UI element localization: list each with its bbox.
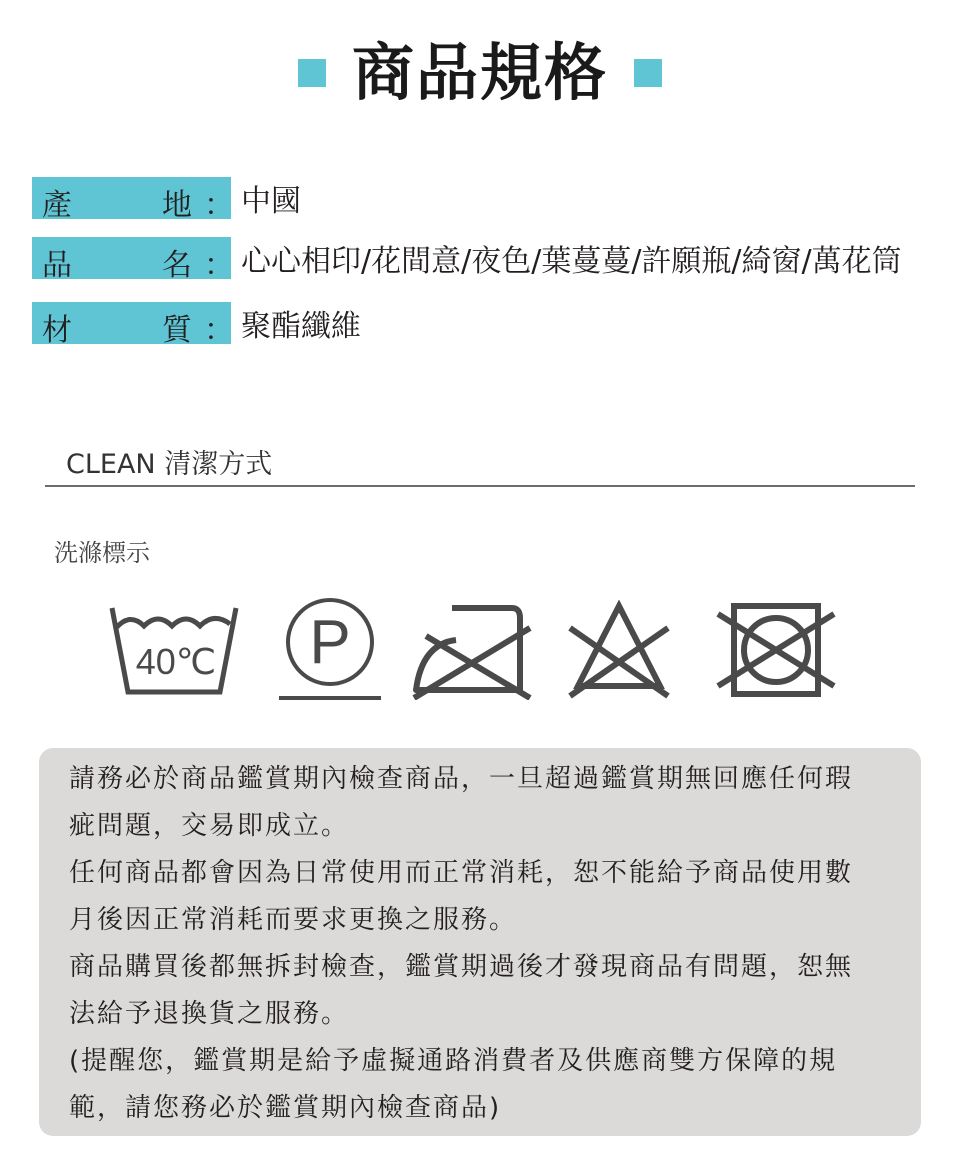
- spec-label-name: [32, 237, 234, 283]
- spec-label-origin: [32, 177, 234, 223]
- spec-value-name: 心心相印/花間意/夜色/葉蔓蔓/許願瓶/綺窗/萬花筒: [241, 244, 902, 279]
- section-divider: [45, 485, 915, 487]
- notice-line: 法給予退換貨之服務。: [69, 999, 350, 1029]
- spec-label-colon: ：: [204, 313, 234, 348]
- no-bleach-icon: [566, 600, 672, 700]
- spec-label-char-2: 地: [162, 188, 192, 223]
- no-iron-icon: [410, 602, 535, 700]
- notice-box: [39, 748, 921, 1136]
- spec-label-char-1: 產: [42, 188, 72, 223]
- page-header: [0, 28, 960, 118]
- title-right-square: [634, 59, 662, 87]
- spec-value-origin: 中國: [241, 184, 301, 219]
- spec-label-material: [32, 302, 234, 348]
- spec-label-char-2: 名: [162, 248, 192, 283]
- wash-temp-text: 40℃: [135, 641, 217, 682]
- spec-value-material: 聚酯纖維: [241, 309, 361, 344]
- spec-label-colon: ：: [204, 248, 234, 283]
- dry-clean-p-icon: [275, 597, 385, 703]
- spec-label-char-2: 質: [162, 313, 192, 348]
- no-tumble-dry-icon: [714, 600, 838, 700]
- spec-row-origin: [32, 177, 301, 223]
- notice-line: 範，請您務必於鑑賞期內檢查商品): [69, 1093, 502, 1123]
- notice-line: 疵問題，交易即成立。: [69, 811, 350, 841]
- care-label: 洗滌標示: [54, 539, 150, 567]
- spec-label-char-1: 材: [42, 313, 72, 348]
- notice-line: 月後因正常消耗而要求更換之服務。: [69, 905, 518, 935]
- page-title: 商品規格: [351, 36, 608, 109]
- notice-line: (提醒您，鑑賞期是給予虛擬通路消費者及供應商雙方保障的規: [69, 1046, 838, 1076]
- wash-40c-icon: [108, 604, 242, 698]
- spec-label-char-1: 品: [42, 248, 72, 283]
- spec-label-colon: ：: [204, 188, 234, 223]
- notice-line: 任何商品都會因為日常使用而正常消耗，恕不能給予商品使用數: [69, 858, 854, 888]
- clean-heading: CLEAN 清潔方式: [66, 449, 273, 480]
- notice-line: 商品購買後都無拆封檢查，鑑賞期過後才發現商品有問題，恕無: [69, 952, 854, 982]
- title-left-square: [298, 59, 326, 87]
- dryclean-letter: P: [309, 608, 351, 677]
- spec-row-material: [32, 302, 361, 348]
- spec-row-name: [32, 237, 902, 283]
- notice-line: 請務必於商品鑑賞期內檢查商品，一旦超過鑑賞期無回應任何瑕: [69, 764, 854, 794]
